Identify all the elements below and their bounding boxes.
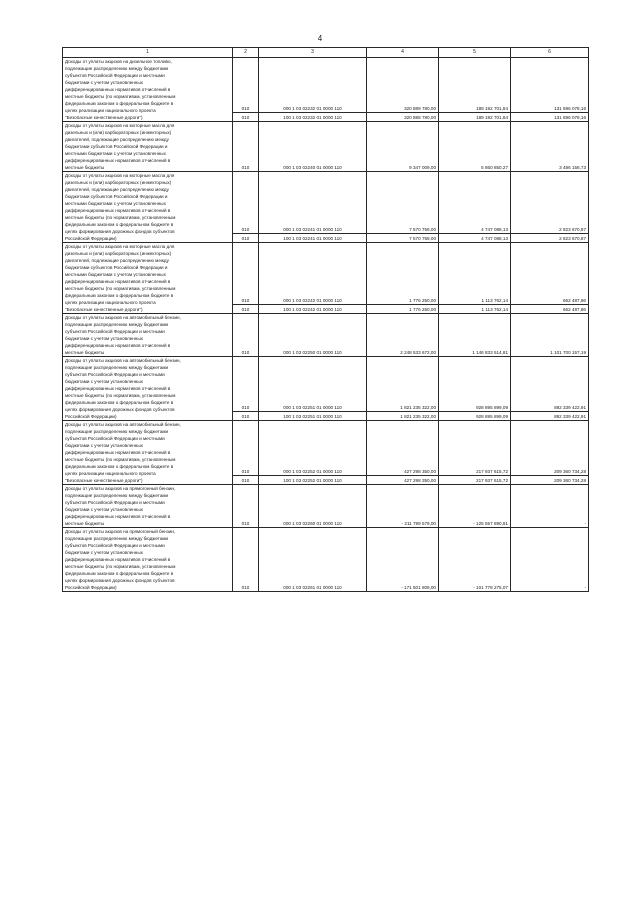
value-col-4: 427 298 350,00 bbox=[367, 476, 439, 485]
budget-code: 000 1 03 02261 01 0000 110 bbox=[259, 528, 367, 592]
value-col-5: 4 747 088,13 bbox=[439, 234, 511, 243]
value-col-6: 209 360 734,28 bbox=[511, 421, 589, 476]
budget-code: 100 1 03 02251 01 0000 110 bbox=[259, 412, 367, 421]
admin-code: 010 bbox=[233, 476, 259, 485]
table-row bbox=[63, 421, 589, 476]
revenue-table-body bbox=[63, 48, 589, 592]
budget-code: 000 1 03 02241 01 0000 110 bbox=[259, 172, 367, 234]
value-col-5: - 101 778 275,07 bbox=[439, 528, 511, 592]
value-col-4: 7 570 759,00 bbox=[367, 234, 439, 243]
value-col-5: 217 937 615,72 bbox=[439, 421, 511, 476]
value-col-5: 217 937 615,72 bbox=[439, 476, 511, 485]
value-col-6: 662 487,86 bbox=[511, 305, 589, 314]
revenue-description: Доходы от уплаты акцизов на моторные масла для дизельных и (или) карбюраторных (инжекторных) двигателей, подлежащие распределению между бюджетами субъектов Российской Федерации и местными бюджетами с учетом установленных дифференцированных нормативов отчислений в местные бюджеты (по нормативам, установленным федеральным законом о федеральном бюджете в целях реализации национального проекта "Безопасные качественные дороги") bbox=[63, 243, 233, 314]
admin-code: 010 bbox=[233, 528, 259, 592]
admin-code: 010 bbox=[233, 243, 259, 305]
value-col-6: 892 339 422,91 bbox=[511, 357, 589, 412]
value-col-6: - bbox=[511, 485, 589, 528]
budget-code: 100 1 03 02241 01 0000 110 bbox=[259, 234, 367, 243]
value-col-6: 1 101 700 157,19 bbox=[511, 314, 589, 357]
table-row bbox=[63, 314, 589, 357]
header-col-2: 2 bbox=[233, 48, 259, 58]
value-col-5: 928 895 899,09 bbox=[439, 357, 511, 412]
value-col-5: 1 146 833 514,81 bbox=[439, 314, 511, 357]
admin-code: 010 bbox=[233, 113, 259, 122]
admin-code: 010 bbox=[233, 122, 259, 172]
page-number: 4 bbox=[317, 34, 323, 43]
value-col-6: 2 823 670,87 bbox=[511, 234, 589, 243]
table-row bbox=[63, 58, 589, 113]
revenue-table bbox=[62, 47, 589, 592]
budget-code: 000 1 03 02260 01 0000 110 bbox=[259, 485, 367, 528]
budget-code: 000 1 03 02232 01 0000 110 bbox=[259, 58, 367, 113]
value-col-6: 2 823 670,87 bbox=[511, 172, 589, 234]
value-col-4: 9 347 009,00 bbox=[367, 122, 439, 172]
admin-code: 010 bbox=[233, 314, 259, 357]
value-col-4: 320 888 780,00 bbox=[367, 113, 439, 122]
value-col-6: 131 696 078,16 bbox=[511, 113, 589, 122]
admin-code: 010 bbox=[233, 485, 259, 528]
value-col-4: 320 889 780,00 bbox=[367, 58, 439, 113]
revenue-description: Доходы от уплаты акцизов на автомобильный бензин, подлежащие распределению между бюджетами субъектов Российской Федерации и местными бюджетами с учетом установленных дифференцированных нормативов отчислений в местные бюджеты bbox=[63, 314, 233, 357]
header-col-6: 6 bbox=[511, 48, 589, 58]
value-col-4: - 211 799 579,00 bbox=[367, 485, 439, 528]
header-col-1: 1 bbox=[63, 48, 233, 58]
value-col-4: 2 248 533 672,00 bbox=[367, 314, 439, 357]
revenue-description: Доходы от уплаты акцизов на автомобильный бензин, подлежащие распределению между бюджетами субъектов Российской Федерации и местными бюджетами с учетом установленных дифференцированных нормативов отчислений в местные бюджеты (по нормативам, установленным федеральным законом о федеральном бюджете в целях формирования дорожных фондов субъектов Российской Федерации) bbox=[63, 357, 233, 421]
revenue-description: Доходы от уплаты акцизов на дизельное топливо, подлежащие распределению между бюджетами субъектов Российской Федерации и местными бюджетами с учетом установленных дифференцированных нормативов отчислений в местные бюджеты (по нормативам, установленным федеральным законом о федеральном бюджете в целях реализации национального проекта "Безопасные качественные дороги") bbox=[63, 58, 233, 122]
budget-code: 000 1 03 02242 01 0000 110 bbox=[259, 243, 367, 305]
value-col-6: 662 487,86 bbox=[511, 243, 589, 305]
table-row bbox=[63, 172, 589, 234]
admin-code: 010 bbox=[233, 305, 259, 314]
budget-code: 100 1 03 02232 01 0000 110 bbox=[259, 113, 367, 122]
revenue-description: Доходы от уплаты акцизов на прямогонный бензин, подлежащие распределению между бюджетами субъектов Российской Федерации и местными бюджетами с учетом установленных дифференцированных нормативов отчислений в местные бюджеты bbox=[63, 485, 233, 528]
value-col-6: 3 486 158,73 bbox=[511, 122, 589, 172]
value-col-5: 4 747 088,13 bbox=[439, 172, 511, 234]
admin-code: 010 bbox=[233, 412, 259, 421]
value-col-4: - 171 501 809,00 bbox=[367, 528, 439, 592]
value-col-6: 209 360 734,28 bbox=[511, 476, 589, 485]
table-row bbox=[63, 357, 589, 412]
table-row bbox=[63, 243, 589, 305]
value-col-5: 1 113 762,14 bbox=[439, 305, 511, 314]
budget-code: 000 1 03 02252 01 0000 110 bbox=[259, 421, 367, 476]
admin-code: 010 bbox=[233, 58, 259, 113]
value-col-6: - bbox=[511, 528, 589, 592]
header-col-4: 4 bbox=[367, 48, 439, 58]
admin-code: 010 bbox=[233, 172, 259, 234]
value-col-5: 1 113 762,14 bbox=[439, 243, 511, 305]
value-col-5: 5 860 850,27 bbox=[439, 122, 511, 172]
budget-code: 100 1 03 02252 01 0000 110 bbox=[259, 476, 367, 485]
budget-code: 000 1 03 02251 01 0000 110 bbox=[259, 357, 367, 412]
budget-code: 100 1 03 02242 01 0000 110 bbox=[259, 305, 367, 314]
budget-code: 000 1 03 02240 01 0000 110 bbox=[259, 122, 367, 172]
value-col-4: 1 776 250,00 bbox=[367, 305, 439, 314]
value-col-6: 131 696 078,16 bbox=[511, 58, 589, 113]
revenue-description: Доходы от уплаты акцизов на моторные масла для дизельных и (или) карбюраторных (инжекторных) двигателей, подлежащие распределению между бюджетами субъектов Российской Федерации и местными бюджетами с учетом установленных дифференцированных нормативов отчислений в местные бюджеты bbox=[63, 122, 233, 172]
value-col-4: 1 821 235 322,00 bbox=[367, 357, 439, 412]
value-col-4: 1 776 250,00 bbox=[367, 243, 439, 305]
table-row bbox=[63, 122, 589, 172]
value-col-5: 928 895 899,09 bbox=[439, 412, 511, 421]
admin-code: 010 bbox=[233, 421, 259, 476]
revenue-description: Доходы от уплаты акцизов на автомобильный бензин, подлежащие распределению между бюджетами субъектов Российской Федерации и местными бюджетами с учетом установленных дифференцированных нормативов отчислений в местные бюджеты (по нормативам, установленным федеральным законом о федеральном бюджете в целях реализации национального проекта "Безопасные качественные дороги") bbox=[63, 421, 233, 485]
value-col-5: 189 192 701,84 bbox=[439, 58, 511, 113]
value-col-4: 427 298 350,00 bbox=[367, 421, 439, 476]
table-row bbox=[63, 485, 589, 528]
value-col-4: 1 821 235 322,00 bbox=[367, 412, 439, 421]
value-col-4: 7 570 759,00 bbox=[367, 172, 439, 234]
header-col-3: 3 bbox=[259, 48, 367, 58]
budget-code: 000 1 03 02250 01 0000 110 bbox=[259, 314, 367, 357]
value-col-6: 892 339 422,91 bbox=[511, 412, 589, 421]
header-col-5: 5 bbox=[439, 48, 511, 58]
value-col-5: - 125 557 890,61 bbox=[439, 485, 511, 528]
admin-code: 010 bbox=[233, 234, 259, 243]
admin-code: 010 bbox=[233, 357, 259, 412]
revenue-description: Доходы от уплаты акцизов на прямогонный бензин, подлежащие распределению между бюджетами субъектов Российской Федерации и местными бюджетами с учетом установленных дифференцированных нормативов отчислений в местные бюджеты (по нормативам, установленным федеральным законом о федеральном бюджете в целях формирования дорожных фондов субъектов Российской Федерации) bbox=[63, 528, 233, 592]
value-col-5: 189 192 701,84 bbox=[439, 113, 511, 122]
revenue-description: Доходы от уплаты акцизов на моторные масла для дизельных и (или) карбюраторных (инжекторных) двигателей, подлежащие распределению между бюджетами субъектов Российской Федерации и местными бюджетами с учетом установленных дифференцированных нормативов отчислений в местные бюджеты (по нормативам, установленным федеральным законом о федеральном бюджете в целях формирования дорожных фондов субъектов Российской Федерации) bbox=[63, 172, 233, 243]
table-row bbox=[63, 528, 589, 592]
header-row bbox=[63, 48, 589, 58]
